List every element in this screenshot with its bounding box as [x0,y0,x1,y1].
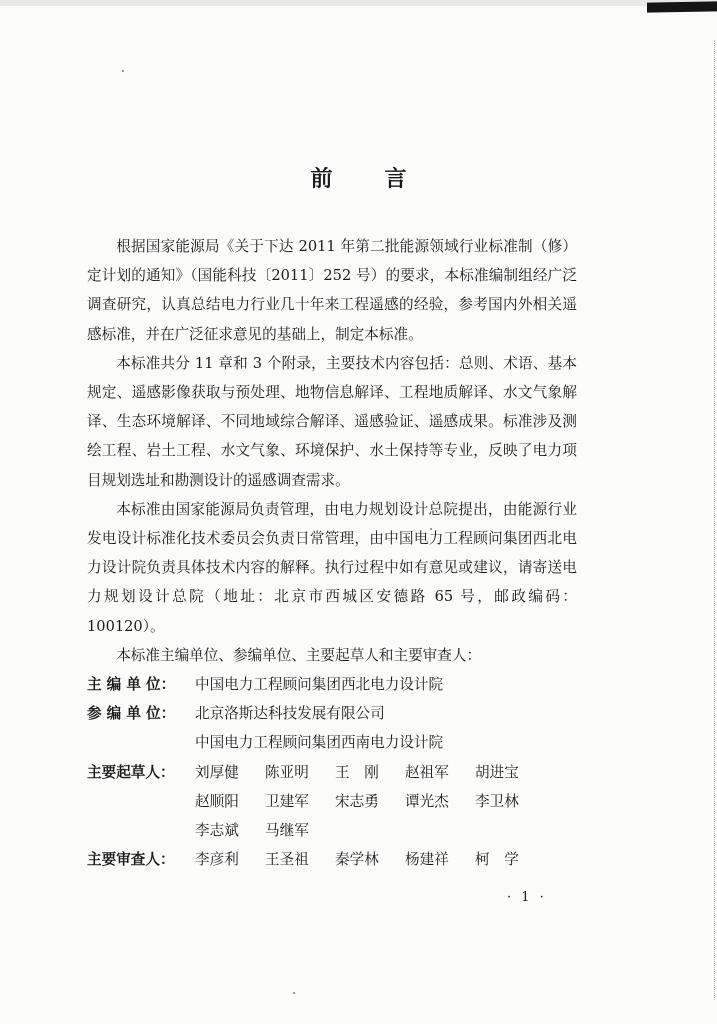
participating-unit-row [87,699,577,728]
drafter-name: 卫建军 [265,792,309,810]
drafters-label: 主要起草人： [87,763,175,781]
drafter-name: 刘厚健 [195,763,239,781]
document-body [87,232,577,874]
drafter-name: 王 刚 [335,763,379,781]
drafters-row [87,787,577,816]
drafter-name: 李卫林 [475,792,519,810]
chief-unit-label: 主 编 单 位： [87,676,176,694]
drafter-name: 陈亚明 [265,763,309,781]
reviewer-name: 柯 学 [475,851,519,869]
drafter-name: 谭光杰 [405,792,449,810]
participating-unit-label: 参 编 单 位： [87,705,176,723]
drafter-name: 李志斌 [195,821,239,839]
reviewer-name: 秦学林 [335,851,379,869]
scan-binding-mark [647,1,717,12]
chief-unit-value: 中国电力工程顾问集团西北电力设计院 [195,676,444,694]
reviewer-name: 李彦利 [195,851,239,869]
scan-top-edge [0,0,717,6]
reviewer-name: 王圣祖 [265,851,309,869]
chief-unit-row [87,670,577,699]
title-char-2: 言 [384,165,407,192]
drafter-name: 赵祖军 [405,763,449,781]
participating-unit-row [87,728,577,757]
scan-speck [122,70,124,72]
drafter-name: 胡进宝 [475,763,519,781]
participating-unit-value: 北京洛斯达科技发展有限公司 [195,705,385,723]
participating-unit-value: 中国电力工程顾问集团西南电力设计院 [195,734,444,752]
drafter-name: 赵顺阳 [195,792,239,810]
credits-block [87,670,577,874]
paragraph-basis: 根据国家能源局《关于下达 2011 年第二批能源领域行业标准制（修）定计划的通知》（国能科技〔2011〕252 号）的要求，本标准编制组经广泛调查研究，认真总结电力行业几十年来工程遥感的经验，参考国内外相关遥感标准，并在广泛征求意见的基础上，制定本标准。 [87,238,577,343]
reviewers-label: 主要审查人： [87,851,175,869]
title-char-1: 前 [310,165,333,192]
page-title [0,162,717,193]
reviewers-row [87,845,577,874]
drafter-name: 宋志勇 [335,792,379,810]
reviewer-name: 杨建祥 [405,851,449,869]
paragraph-credits-intro: 本标准主编单位、参编单位、主要起草人和主要审查人： [116,646,482,664]
drafters-row [87,816,577,845]
drafters-row [87,758,577,787]
paragraph-scope: 本标准共分 11 章和 3 个附录，主要技术内容包括：总则、术语、基本规定、遥感影像获取与预处理、地物信息解译、工程地质解译、水文气象解译、生态环境解译、不同地域综合解译、遥感验证、遥感成果。标准涉及测绘工程、岩土工程、水文气象、环境保护、水土保持等专业，反映了电力项目规划选址和勘测设计的遥感调查需求。 [87,354,577,489]
paragraph-management: 本标准由国家能源局负责管理，由电力规划设计总院提出，由能源行业发电设计标准化技术委员会负责日常管理，由中国电力工程顾问集团西北电力设计院负责具体技术内容的解释。执行过程中如有意见或建议，请寄送电力规划设计总院（地址：北京市西城区安德路 65 号，邮政编码：100120）。 [87,500,577,635]
page-number: · 1 · [507,890,547,905]
drafter-name: 马继军 [265,821,309,839]
scan-speck [293,992,295,994]
